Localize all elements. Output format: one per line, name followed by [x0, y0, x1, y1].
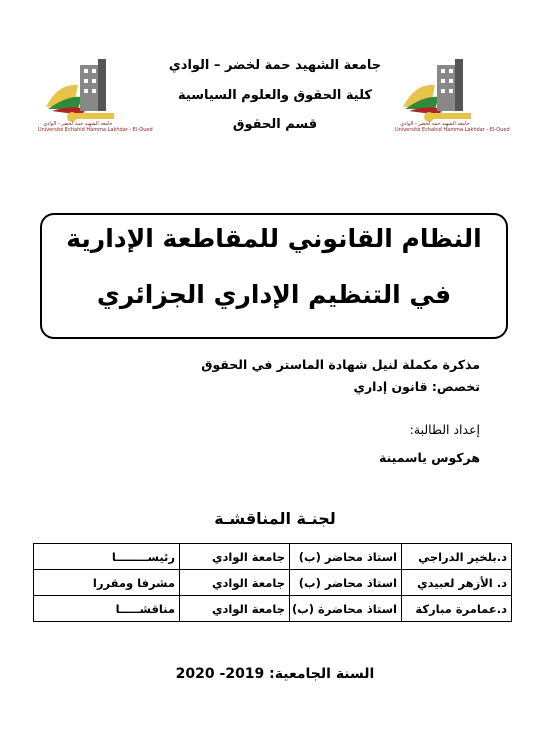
logo-caption-ar: جامعة الشهيد حمة لخضر - الوادي: [400, 121, 470, 127]
member-rank: استاذ محاضر (ب): [290, 544, 402, 570]
member-role: رئيســــــــا: [34, 544, 180, 570]
committee-table: [33, 543, 512, 622]
university-name: جامعة الشهيد حمة لخضر – الوادي: [168, 58, 382, 73]
table-row: [34, 596, 512, 622]
student-name: هركوس ياسمينة: [379, 450, 480, 465]
department-name: قسم الحقوق: [232, 117, 318, 132]
member-role: مناقشـــــا: [34, 596, 180, 622]
member-role: مشرفا ومقررا: [34, 570, 180, 596]
university-logo-left: [38, 55, 153, 133]
logo-caption-fr: Université Echahid Hamma Lakhdar - El-Oued: [38, 127, 153, 133]
member-name: د.بلخير الدراجي: [402, 544, 512, 570]
member-university: جامعة الوادي: [180, 544, 290, 570]
logo-caption-fr: Université Echahid Hamma Lakhdar - El-Oued: [395, 127, 510, 133]
table-row: [34, 570, 512, 596]
thesis-title-line1: النظام القانوني للمقاطعة الإدارية: [66, 224, 482, 253]
thesis-description: مذكرة مكملة لنيل شهادة الماستر في الحقوق: [201, 357, 480, 372]
member-rank: استاذ محاضر (ب): [290, 570, 402, 596]
prepared-by-label: إعداد الطالبة:: [409, 422, 480, 437]
thesis-specialty: تخصص: قانون إداري: [353, 379, 480, 394]
member-rank: استاذ محاضرة (ب): [290, 596, 402, 622]
academic-year: السنة الجامعية: 2019- 2020: [175, 666, 375, 682]
table-row: [34, 544, 512, 570]
member-university: جامعة الوادي: [180, 570, 290, 596]
member-name: د.عمامرة مباركة: [402, 596, 512, 622]
university-logo-icon: [38, 55, 118, 125]
thesis-title-line2: في التنظيم الإداري الجزائري: [96, 280, 452, 309]
committee-title: لجنـة المناقشـة: [214, 509, 336, 528]
logo-caption-ar: جامعة الشهيد حمة لخضر - الوادي: [43, 121, 113, 127]
member-university: جامعة الوادي: [180, 596, 290, 622]
member-name: د. الأزهر لعبيدي: [402, 570, 512, 596]
faculty-name: كلية الحقوق والعلوم السياسية: [178, 88, 372, 103]
